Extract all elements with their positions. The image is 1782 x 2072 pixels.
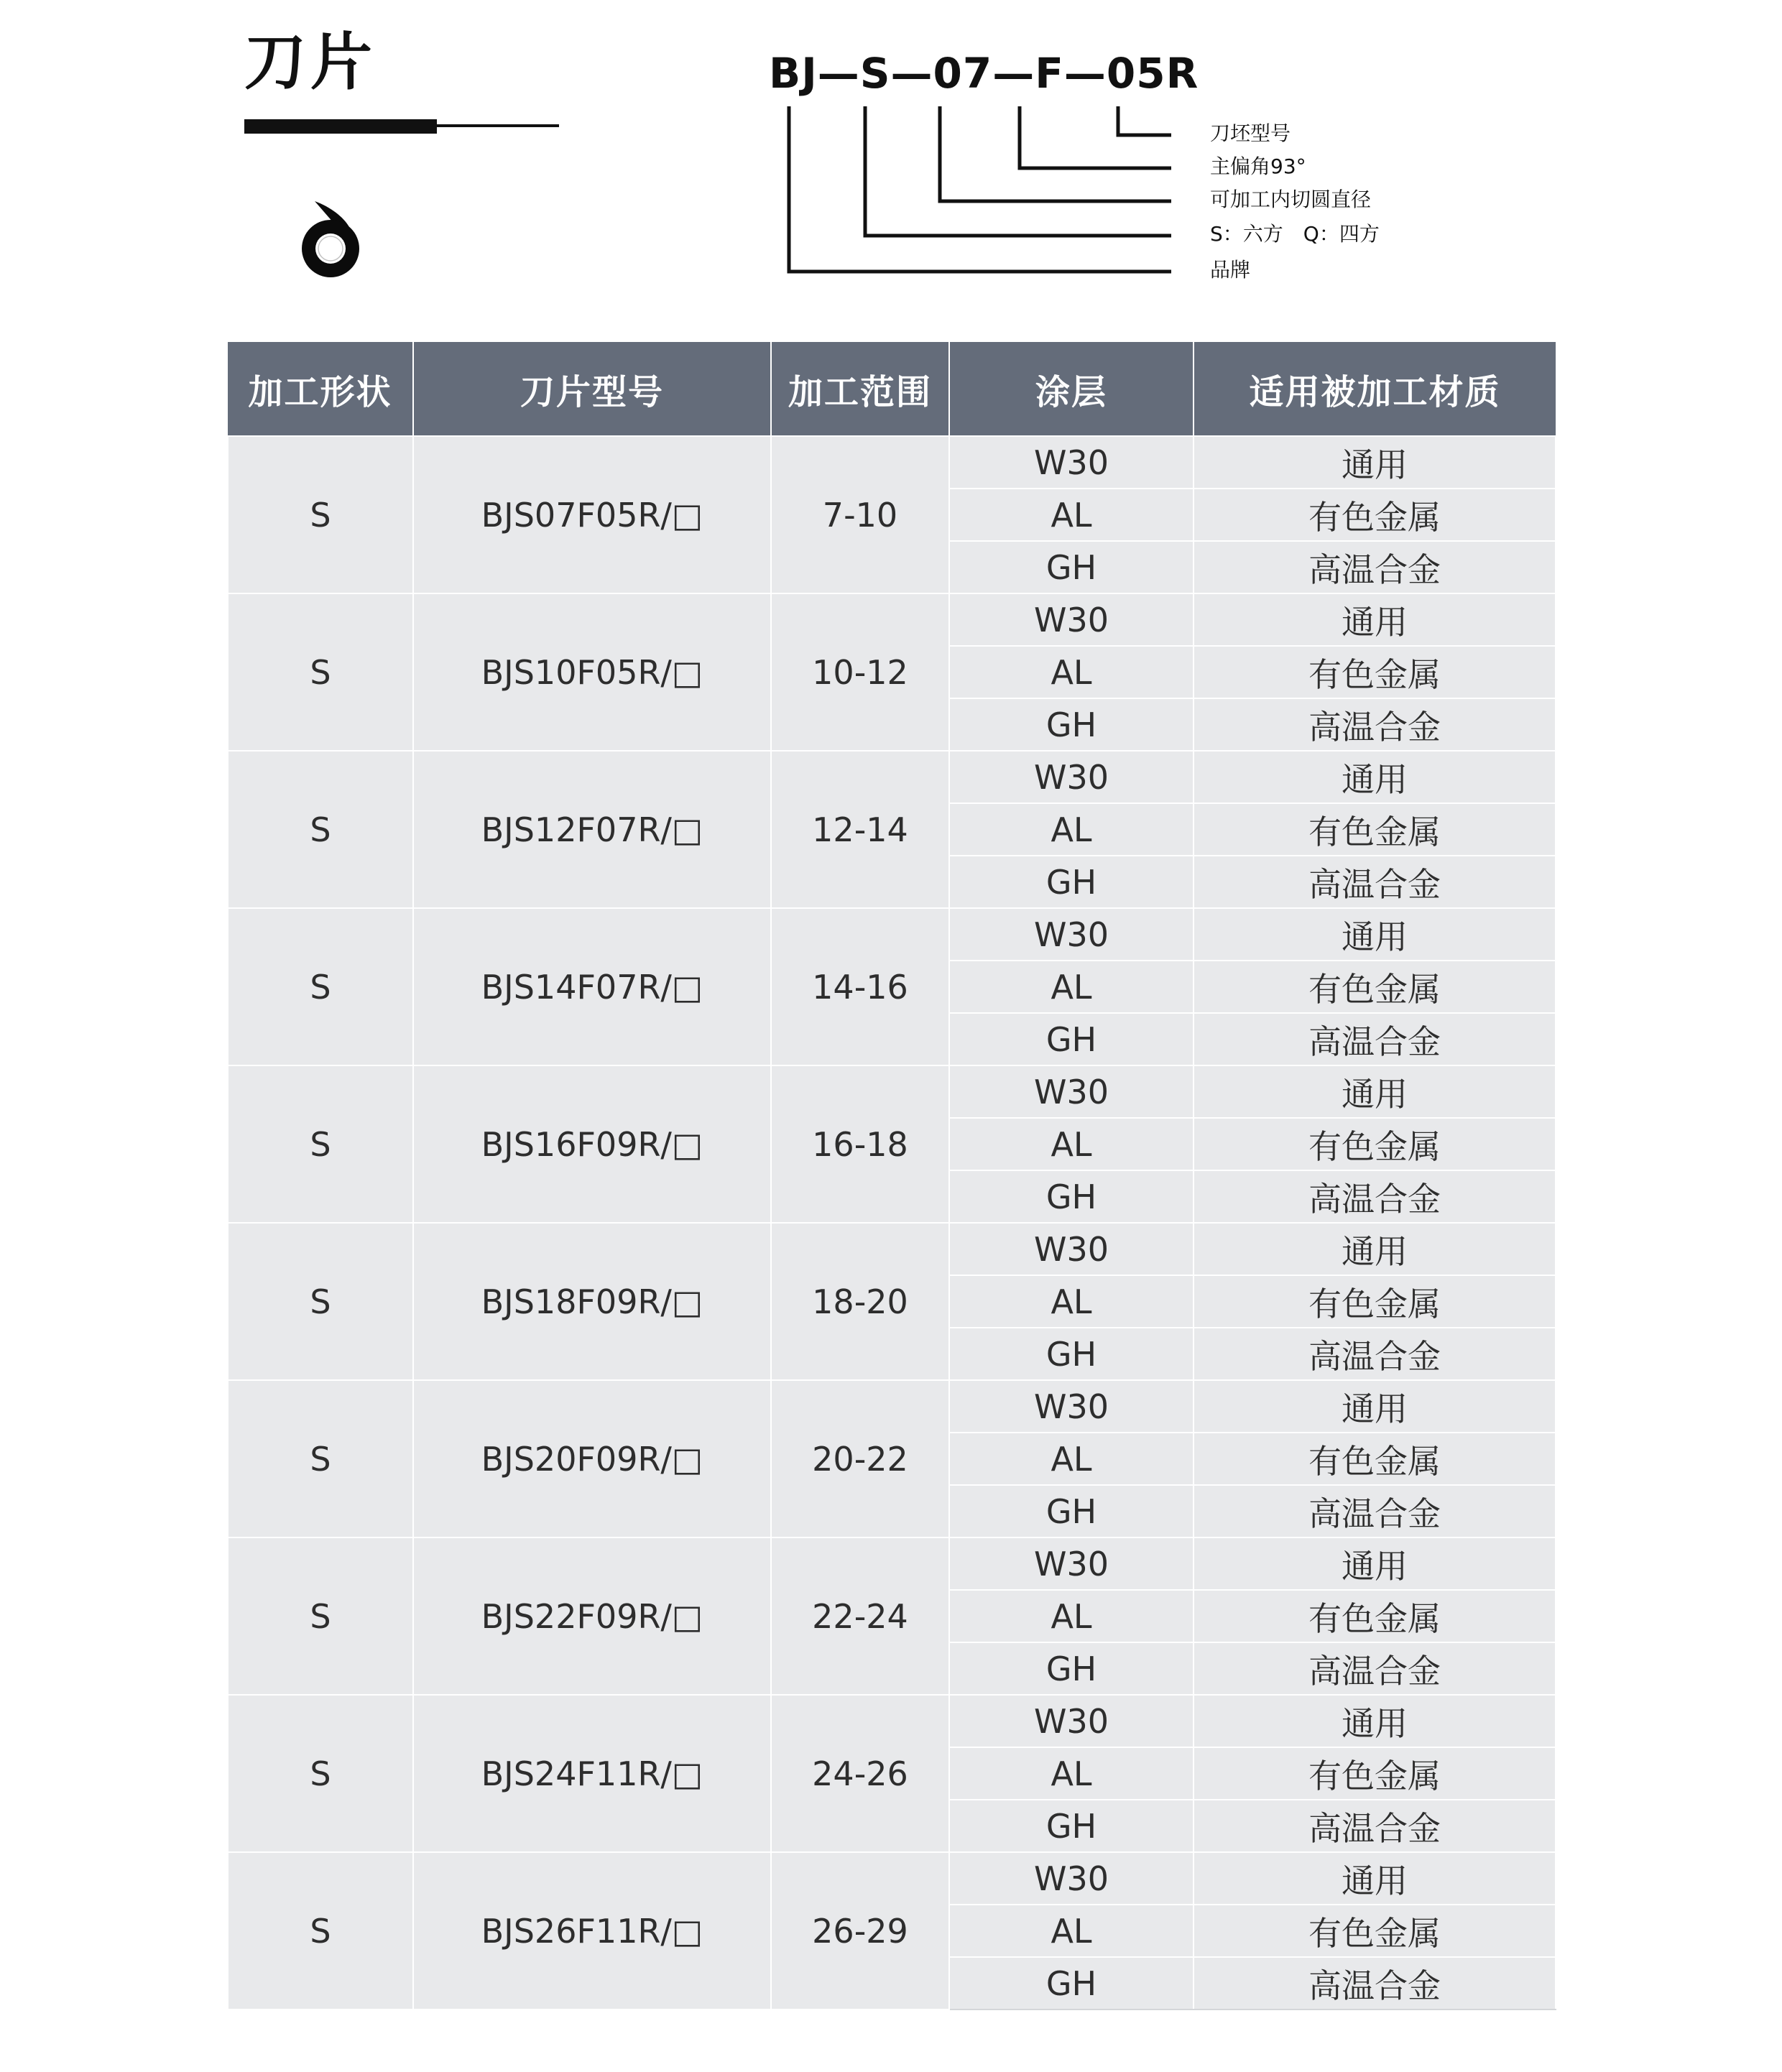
material-cell: 有色金属 [1194,489,1556,541]
coating-cell: AL [949,803,1194,856]
coating-cell: W30 [949,1065,1194,1118]
material-cell: 通用 [1194,593,1556,646]
col-header-model: 刀片型号 [413,342,771,436]
code-diagram [769,43,1416,295]
coating-cell: AL [949,1433,1194,1485]
shape-cell: S [228,1852,413,2009]
material-cell: 高温合金 [1194,1485,1556,1537]
material-cell: 通用 [1194,908,1556,961]
table-row [228,593,1556,646]
table-row [228,1065,1556,1118]
coating-cell: GH [949,1328,1194,1380]
range-cell: 26-29 [771,1852,949,2009]
material-cell: 通用 [1194,436,1556,489]
material-cell: 高温合金 [1194,1328,1556,1380]
material-cell: 有色金属 [1194,1118,1556,1170]
col-header-shape: 加工形状 [228,342,413,436]
range-cell: 18-20 [771,1223,949,1380]
range-cell: 12-14 [771,751,949,908]
range-cell: 16-18 [771,1065,949,1223]
material-cell: 高温合金 [1194,1013,1556,1065]
shape-cell: S [228,1695,413,1852]
shape-cell: S [228,908,413,1065]
coating-cell: AL [949,961,1194,1013]
coating-cell: GH [949,856,1194,908]
coating-cell: W30 [949,908,1194,961]
material-cell: 有色金属 [1194,1905,1556,1957]
coating-cell: GH [949,1170,1194,1223]
coating-cell: W30 [949,1695,1194,1747]
table-row [228,1223,1556,1275]
title-rule-thick [244,119,437,134]
model-cell: BJS20F09R/□ [413,1380,771,1537]
material-cell: 通用 [1194,751,1556,803]
coating-cell: W30 [949,1380,1194,1433]
range-cell: 24-26 [771,1695,949,1852]
coating-cell: W30 [949,593,1194,646]
coating-cell: GH [949,1013,1194,1065]
shape-cell: S [228,1223,413,1380]
table-row [228,1380,1556,1433]
shape-cell: S [228,1065,413,1223]
title-rule-thin [437,124,559,127]
material-cell: 高温合金 [1194,856,1556,908]
coating-cell: W30 [949,1852,1194,1905]
legend-inscribed-diameter: 可加工内切圆直径 [1210,188,1372,211]
material-cell: 通用 [1194,1695,1556,1747]
model-cell: BJS18F09R/□ [413,1223,771,1380]
material-cell: 有色金属 [1194,1433,1556,1485]
coating-cell: AL [949,489,1194,541]
coating-cell: W30 [949,751,1194,803]
legend-brand: 品牌 [1210,258,1251,282]
model-cell: BJS26F11R/□ [413,1852,771,2009]
coating-cell: GH [949,698,1194,751]
table-row [228,751,1556,803]
table-row [228,436,1556,489]
model-cell: BJS10F05R/□ [413,593,771,751]
model-cell: BJS12F07R/□ [413,751,771,908]
material-cell: 有色金属 [1194,1747,1556,1800]
coating-cell: AL [949,1275,1194,1328]
coating-cell: GH [949,1485,1194,1537]
table-row [228,908,1556,961]
material-cell: 通用 [1194,1223,1556,1275]
col-header-coating: 涂层 [949,342,1194,436]
material-cell: 高温合金 [1194,698,1556,751]
legend-blank-model: 刀坯型号 [1210,121,1291,145]
col-header-material: 适用被加工材质 [1194,342,1556,436]
model-cell: BJS14F07R/□ [413,908,771,1065]
material-cell: 高温合金 [1194,1170,1556,1223]
range-cell: 10-12 [771,593,949,751]
material-cell: 有色金属 [1194,961,1556,1013]
material-cell: 高温合金 [1194,541,1556,593]
material-cell: 通用 [1194,1065,1556,1118]
table-row [228,1852,1556,1905]
coating-cell: AL [949,1118,1194,1170]
material-cell: 高温合金 [1194,1642,1556,1695]
model-cell: BJS16F09R/□ [413,1065,771,1223]
material-cell: 通用 [1194,1380,1556,1433]
shape-cell: S [228,1380,413,1537]
material-cell: 有色金属 [1194,803,1556,856]
coating-cell: GH [949,1800,1194,1852]
table-header-row [228,342,1556,436]
legend-lead-angle: 主偏角93° [1210,154,1306,178]
coating-cell: AL [949,1747,1194,1800]
range-cell: 14-16 [771,908,949,1065]
model-cell: BJS22F09R/□ [413,1537,771,1695]
spec-table-body [228,436,1556,2009]
coating-cell: AL [949,646,1194,698]
coating-cell: W30 [949,1223,1194,1275]
range-cell: 7-10 [771,436,949,593]
material-cell: 高温合金 [1194,1800,1556,1852]
model-cell: BJS07F05R/□ [413,436,771,593]
page-title: 刀片 [244,27,377,98]
material-cell: 有色金属 [1194,646,1556,698]
material-cell: 有色金属 [1194,1590,1556,1642]
coating-cell: W30 [949,1537,1194,1590]
table-row [228,1695,1556,1747]
col-header-range: 加工范围 [771,342,949,436]
shape-cell: S [228,593,413,751]
code-connector-lines [769,43,1416,295]
model-cell: BJS24F11R/□ [413,1695,771,1852]
coating-cell: GH [949,541,1194,593]
table-row [228,1537,1556,1590]
coating-cell: GH [949,1957,1194,2009]
ring-insert-icon [293,194,365,287]
range-cell: 20-22 [771,1380,949,1537]
code-string: BJ—S—07—F—05R [769,49,1199,98]
coating-cell: AL [949,1905,1194,1957]
shape-cell: S [228,436,413,593]
material-cell: 高温合金 [1194,1957,1556,2009]
shape-cell: S [228,751,413,908]
material-cell: 通用 [1194,1537,1556,1590]
material-cell: 有色金属 [1194,1275,1556,1328]
coating-cell: AL [949,1590,1194,1642]
spec-table [227,342,1556,2010]
coating-cell: GH [949,1642,1194,1695]
material-cell: 通用 [1194,1852,1556,1905]
range-cell: 22-24 [771,1537,949,1695]
coating-cell: W30 [949,436,1194,489]
shape-cell: S [228,1537,413,1695]
legend-shape: S：六方 Q：四方 [1210,222,1380,246]
